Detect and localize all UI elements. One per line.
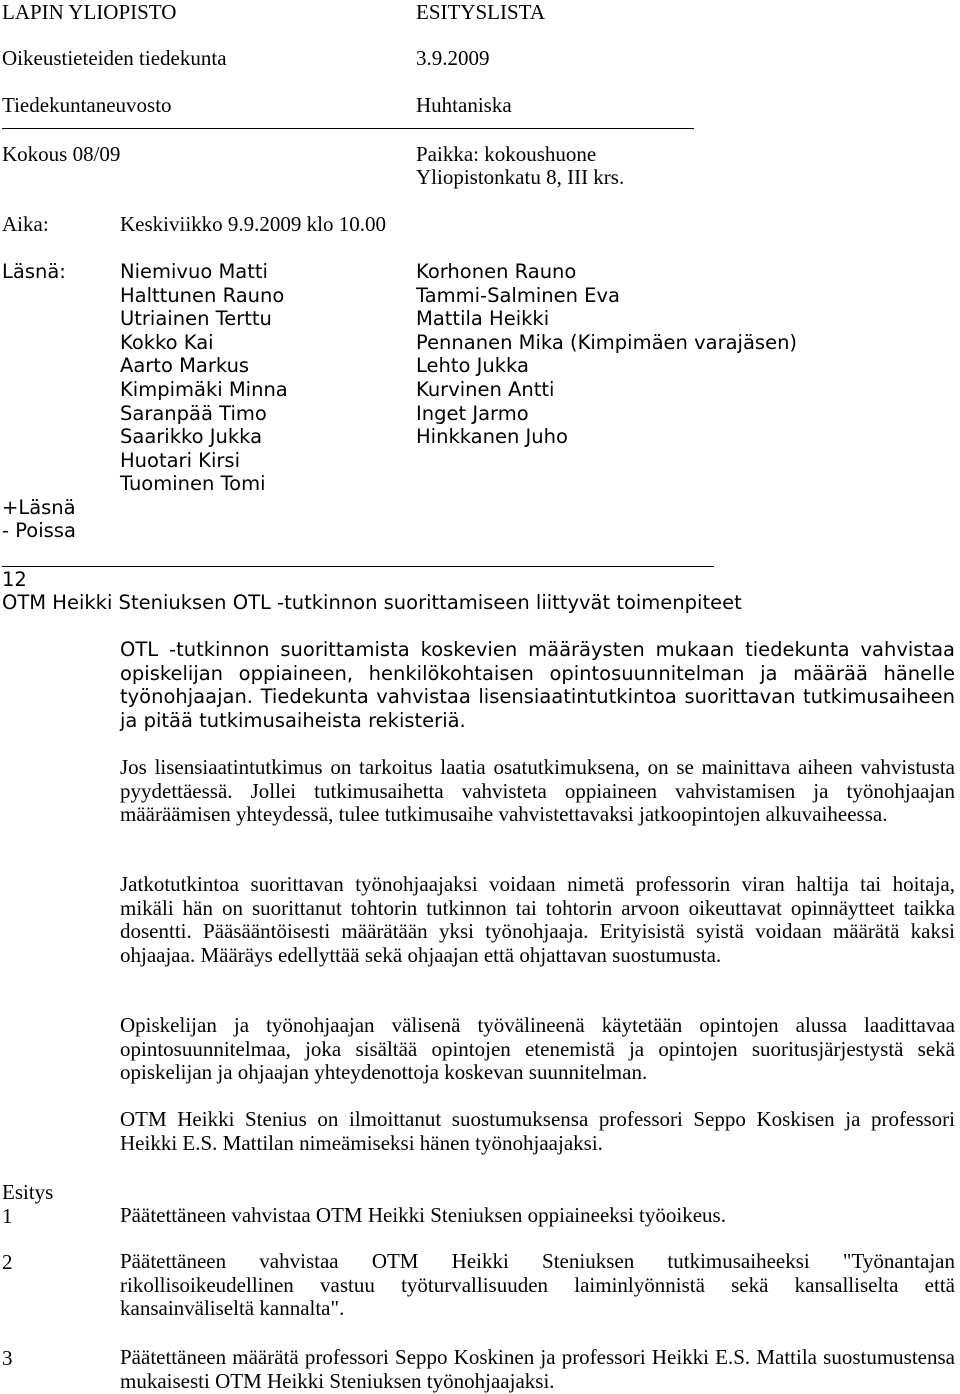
attendee-name: Utriainen Terttu	[120, 307, 272, 331]
attendee-name: Halttunen Rauno	[120, 283, 285, 307]
item-number: 12	[2, 568, 27, 591]
attendee-name: Inget Jarmo	[416, 401, 529, 425]
place-line-1: Paikka: kokoushuone	[416, 142, 597, 166]
attendee-name: Tammi-Salminen Eva	[416, 283, 620, 307]
university-name: LAPIN YLIOPISTO	[2, 0, 177, 24]
proposal-number-2: 2	[2, 1250, 13, 1274]
paragraph-1: OTL -tutkinnon suorittamista koskevien määräysten mukaan tiedekunta vahvistaa opiskelijan oppiaineen, henkilökohtaisen opintosuunnitelman ja määrää hänelle työnohjaajan. Tiedekunta vahvistaa lisensiaatintutkintoa suorittavan tutkimusaiheen ja pitää tutkimusaiheista rekisteriä.	[120, 638, 955, 732]
attendee-name: Aarto Markus	[120, 354, 250, 378]
header-divider	[2, 128, 694, 129]
proposal-text-1: Päätettäneen vahvistaa OTM Heikki Steniuksen oppiaineeksi työoikeus.	[120, 1203, 726, 1227]
proposal-number-1: 1	[2, 1204, 13, 1228]
attendee-name: Kurvinen Antti	[416, 378, 555, 401]
attendee-name: Niemivuo Matti	[120, 260, 268, 283]
attendee-name: Kimpimäki Minna	[120, 378, 288, 401]
venue-name: Huhtaniska	[416, 93, 512, 117]
meeting-date: 3.9.2009	[416, 46, 490, 70]
absent-label: - Poissa	[2, 519, 76, 542]
attendee-name: Huotari Kirsi	[120, 448, 240, 472]
attendee-name: Kokko Kai	[120, 330, 214, 354]
proposal-number-3: 3	[2, 1346, 13, 1370]
governing-body: Tiedekuntaneuvosto	[2, 93, 172, 117]
place-line-2: Yliopistonkatu 8, III krs.	[416, 165, 625, 189]
attendee-name: Lehto Jukka	[416, 354, 529, 378]
attendee-name: Tuominen Tomi	[120, 472, 266, 496]
meeting-number: Kokous 08/09	[2, 142, 121, 166]
faculty-name: Oikeustieteiden tiedekunta	[2, 46, 227, 70]
document-type: ESITYSLISTA	[416, 0, 545, 24]
attendee-name: Saranpää Timo	[120, 401, 267, 425]
plus-present-label: +Läsnä	[2, 496, 76, 519]
proposal-label: Esitys	[2, 1180, 54, 1204]
proposal-text-3: Päätettäneen määrätä professori Seppo Koskinen ja professori Heikki E.S. Mattila suostumustensa mukaisesti OTM Heikki Steniuksen työnohjaajaksi.	[120, 1345, 955, 1393]
attendee-name: Mattila Heikki	[416, 307, 550, 331]
paragraph-4: Opiskelijan ja työnohjaajan välisenä työvälineenä käytetään opintojen alussa laadittavaa opintosuunnitelmaa, joka sisältää opintojen etenemistä ja opintojen suoritusjärjestystä sekä opiskelijan ja ohjaajan yhteydenottoja koskevan suunnitelman.	[120, 1013, 955, 1084]
paragraph-2: Jos lisensiaatintutkimus on tarkoitus laatia osatutkimuksena, on se mainittava aiheen vahvistusta pyydettäessä. Jollei tutkimusaihetta vahvisteta oppiaineen vahvistamisen ja työnohjaajan määräämisen yhteydessä, tulee tutkimusaihe vahvistettavaksi jatkoopintojen alkuvaiheessa.	[120, 755, 955, 826]
time-label: Aika:	[2, 212, 49, 236]
paragraph-5: OTM Heikki Stenius on ilmoittanut suostumuksensa professori Seppo Koskisen ja professori Heikki E.S. Mattilan nimeämiseksi hänen työnohjaajaksi.	[120, 1107, 955, 1155]
time-value: Keskiviikko 9.9.2009 klo 10.00	[120, 212, 386, 236]
proposal-text-2: Päätettäneen vahvistaa OTM Heikki Steniuksen tutkimusaiheeksi "Työnantajan rikollisoikeudellinen vastuu työturvallisuuden laiminlyönnistä sekä kansalliselta että kansainväliseltä kannalta".	[120, 1249, 955, 1320]
attendee-name: Pennanen Mika (Kimpimäen varajäsen)	[416, 330, 798, 354]
attendee-name: Saarikko Jukka	[120, 425, 263, 449]
item-title: OTM Heikki Steniuksen OTL -tutkinnon suorittamiseen liittyvät toimenpiteet	[2, 591, 742, 614]
paragraph-3: Jatkotutkintoa suorittavan työnohjaajaksi voidaan nimetä professorin viran haltija tai hoitaja, mikäli hän on suorittanut tohtorin tutkinnon tai tohtorin arvoon oikeuttavat opinnäytteet taikka dosentti. Pääsääntöisesti määrätään yksi työnohjaaja. Erityisistä syistä voidaan määrätä kaksi ohjaajaa. Määräys edellyttää sekä ohjaajan että ohjattavan suostumusta.	[120, 872, 955, 967]
attendee-name: Hinkkanen Juho	[416, 425, 568, 449]
section-divider	[2, 566, 714, 567]
present-label: Läsnä:	[2, 260, 66, 283]
attendee-name: Korhonen Rauno	[416, 260, 577, 283]
